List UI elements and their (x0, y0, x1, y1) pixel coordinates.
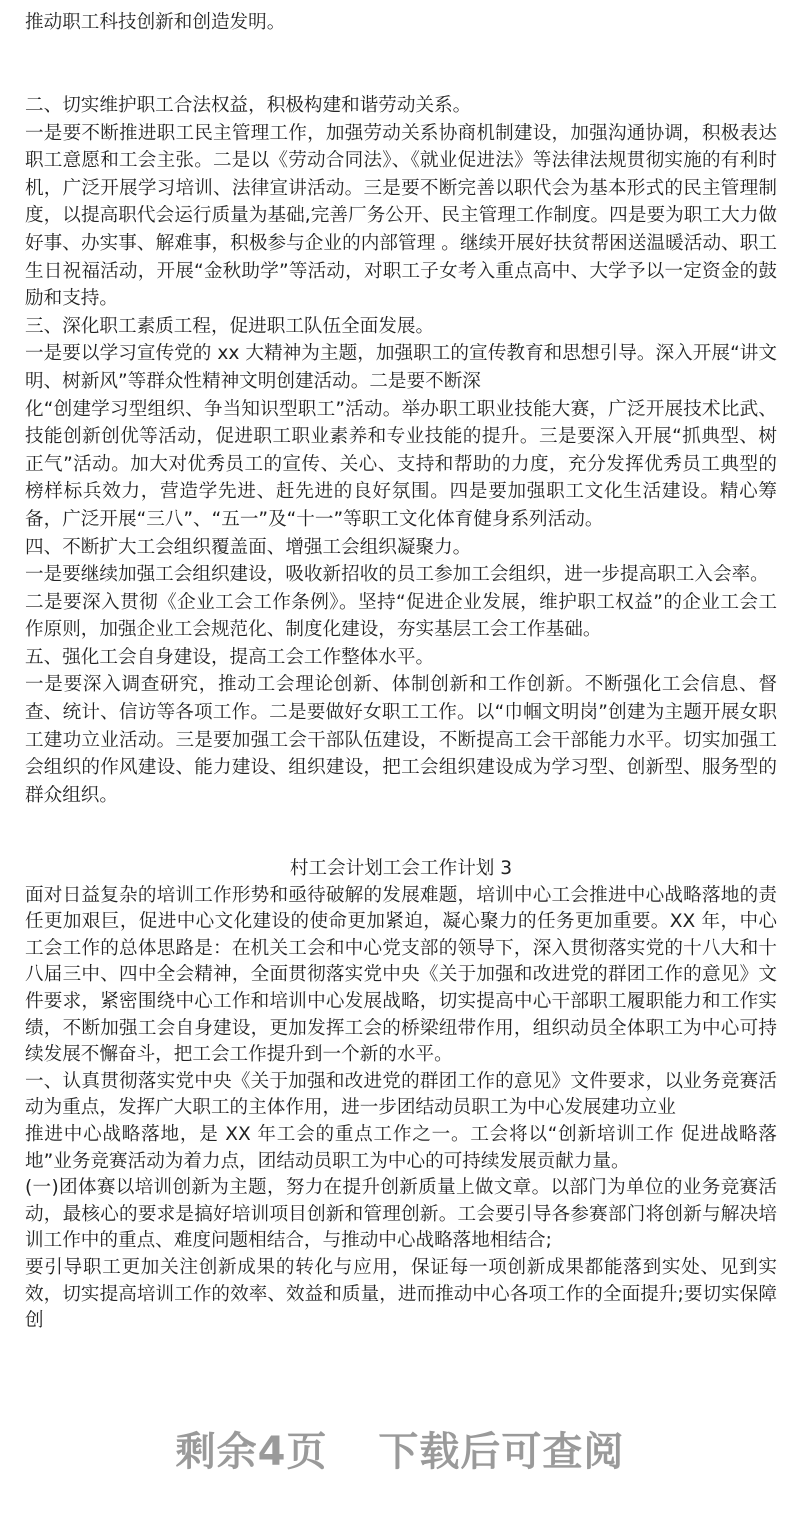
paragraph: 一是要继续加强工会组织建设，吸收新招收的员工参加工会组织，进一步提高职工入会率。 (25, 564, 769, 586)
remaining-pages-label[interactable]: 剩余4页 (175, 1429, 328, 1475)
paragraph: 一是要以学习宣传党的 xx 大精神为主题，加强职工的宣传教育和思想引导。深入开展“讲文明、树新风”等群众性精神文明创建活动。二是要不断深 (25, 343, 777, 392)
download-banner[interactable] (0, 1420, 800, 1477)
paragraph: 推动职工科技创新和创造发明。 (25, 11, 286, 33)
document-section-2 (25, 92, 777, 809)
paragraph: 面对日益复杂的培训工作形势和亟待破解的发展难题，培训中心工会推进中心战略落地的责任更加艰巨，促进中心文化建设的使命更加紧迫，凝心聚力的任务更加重要。XX 年，中心工会工作的总体思路是：在机关工会和中心党支部的领导下，深入贯彻落实党的十八大和十八届三中、四中全会精神，全面贯彻落实党中央《关于加强和改进党的群团工作的意见》文件要求，紧密围绕中心工作和培训中心发展战略，切实提高中心干部职工履职能力和工作实绩，不断加强工会自身建设，更加发挥工会的桥梁纽带作用，组织动员全体职工为中心可持续发展不懈奋斗，把工会工作提升到一个新的水平。 (25, 884, 777, 1066)
paragraph: 推进中心战略落地，是 XX 年工会的重点工作之一。工会将以“创新培训工作 促进战略落地”业务竞赛活动为着力点，团结动员职工为中心的可持续发展贡献力量。 (25, 1123, 777, 1172)
document-title: 村工会计划工会工作计划 3 (289, 858, 513, 879)
paragraph: 一是要深入调查研究，推动工会理论创新、体制创新和工作创新。不断强化工会信息、督查、统计、信访等各项工作。二是要做好女职工工作。以“巾帼文明岗”创建为主题开展女职工建功立业活动。三是要加强工会干部队伍建设，不断提高工会干部能力水平。切实加强工会组织的作风建设、能力建设、组织建设，把工会组织建设成为学习型、创新型、服务型的群众组织。 (25, 674, 777, 806)
section-heading: 一、认真贯彻落实党中央《关于加强和改进党的群团工作的意见》文件要求，以业务竞赛活动为重点，发挥广大职工的主体作用，进一步团结动员职工为中心发展建功立业 (25, 1070, 777, 1119)
section-heading: 三、深化职工素质工程，促进职工队伍全面发展。 (25, 315, 435, 337)
paragraph: 化“创建学习型组织、争当知识型职工”活动。举办职工职业技能大赛，广泛开展技术比武、技能创新创优等活动，促进职工职业素养和专业技能的提升。三是要深入开展“抓典型、树正气”活动。加大对优秀员工的宣传、关心、支持和帮助的力度，充分发挥优秀员工典型的榜样标兵效力，营造学先进、赶先进的良好氛围。四是要加强职工文化生活建设。精心筹备，广泛开展“三八”、“五一”及“十一”等职工文化体育健身系列活动。 (25, 398, 777, 530)
section-heading: 二、切实维护职工合法权益，积极构建和谐劳动关系。 (25, 95, 472, 116)
cut-off-line (25, 0, 777, 9)
paragraph: 要引导职工更加关注创新成果的转化与应用，保证每一项创新成果都能落到实处、见到实效，切实提高培训工作的效率、效益和质量，进而推动中心各项工作的全面提升;要切实保障创 (25, 1256, 777, 1332)
paragraph: (一)团体赛以培训创新为主题，努力在提升创新质量上做文章。以部门为单位的业务竞赛活动，最核心的要求是搞好培训项目创新和管理创新。工会要引导各参赛部门将创新与解决培训工作中的重点、难度问题相结合，与推动中心战略落地相结合; (25, 1177, 777, 1252)
section-heading: 五、强化工会自身建设，提高工会工作整体水平。 (25, 646, 435, 668)
paragraph: 二是要深入贯彻《企业工会工作条例》。坚持“促进企业发展，维护职工权益”的企业工会工作原则，加强企业工会规范化、制度化建设，夯实基层工会工作基础。 (25, 591, 777, 641)
section-heading: 四、不断扩大工会组织覆盖面、增强工会组织凝聚力。 (25, 536, 472, 558)
document-fragment-top (25, 0, 777, 36)
paragraph: 一是要不断推进职工民主管理工作，加强劳动关系协商机制建设，加强沟通协调，积极表达职工意愿和工会主张。二是以《劳动合同法》、《就业促进法》等法律法规贯彻实施的有利时机，广泛开展学习培训、法律宣讲活动。三是要不断完善以职代会为基本形式的民主管理制度，以提高职代会运行质量为基础,完善厂务公开、民主管理工作制度。四是要为职工大力做好事、办实事、解难事，积极参与企业的内部管理 。继续开展好扶贫帮困送温暖活动、职工生日祝福活动，开展“金秋助学”等活动，对职工子女考入重点高中、大学予以一定资金的鼓励和支持。 (25, 122, 777, 310)
download-to-read-link[interactable]: 下载后可查阅 (378, 1429, 625, 1475)
document-section-3 (25, 856, 777, 1335)
